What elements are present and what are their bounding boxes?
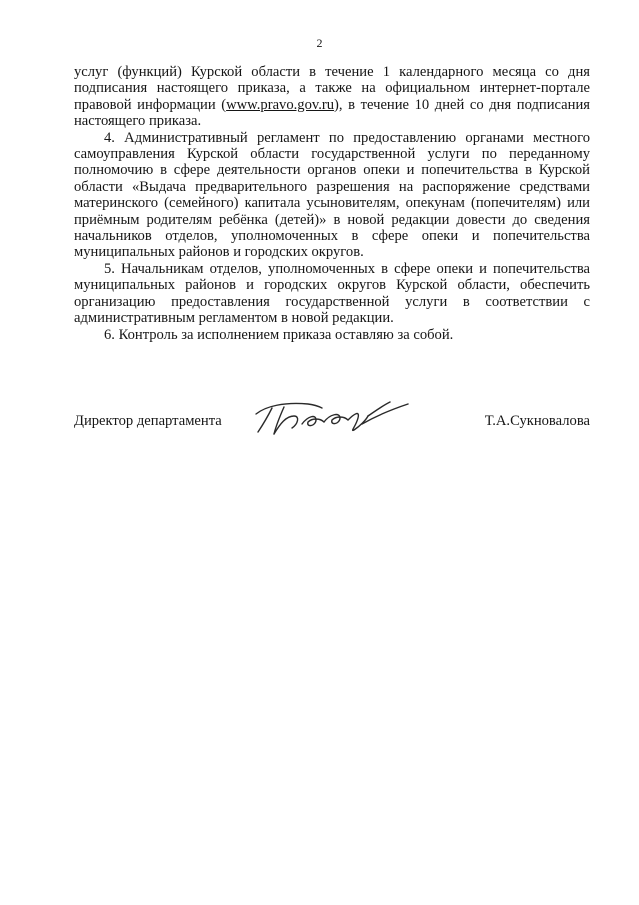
document-body (74, 64, 590, 343)
paragraph-text: ), в течение 10 дней со дня подписания настоящего приказа. (74, 96, 590, 130)
paragraph-item-4: 4. Административный регламент по предоставлению органами местного самоуправления Курской области государственной услуги по переданному полномочию в сфере деятельности органов опеки и попечительства в Курской области «Выдача предварительного разрешения на распоряжение средствами материнского (семейного) капитала усыновителям, опекунам (попечителям) или приёмным родителям ребёнка (детей)» в новой редакции довести до сведения начальников отделов, уполномоченных в сфере опеки и попечительства муниципальных районов и городских округов. (74, 129, 590, 261)
handwritten-signature-icon (250, 394, 414, 442)
signatory-title: Директор департамента (74, 413, 222, 429)
paragraph-continuation (74, 64, 590, 130)
page-number: 2 (316, 36, 323, 50)
paragraph-item-5: 5. Начальникам отделов, уполномоченных в сфере опеки и попечительства муниципальных районов и городских округов Курской области, обеспечить организацию предоставления государственной услуги в соответствии с административным регламентом в новой редакции. (74, 260, 590, 327)
portal-link[interactable]: www.pravo.gov.ru (226, 96, 335, 113)
paragraph-item-6: 6. Контроль за исполнением приказа оставляю за собой. (104, 326, 454, 343)
signature-block (74, 394, 590, 444)
signatory-name: Т.А.Сукновалова (484, 413, 590, 429)
paragraph-text: услуг (функций) Курской области в течение 1 календарного месяца со дня подписания настоящего приказа, а также на официальном интернет-портале правовой информации ( (74, 64, 590, 113)
